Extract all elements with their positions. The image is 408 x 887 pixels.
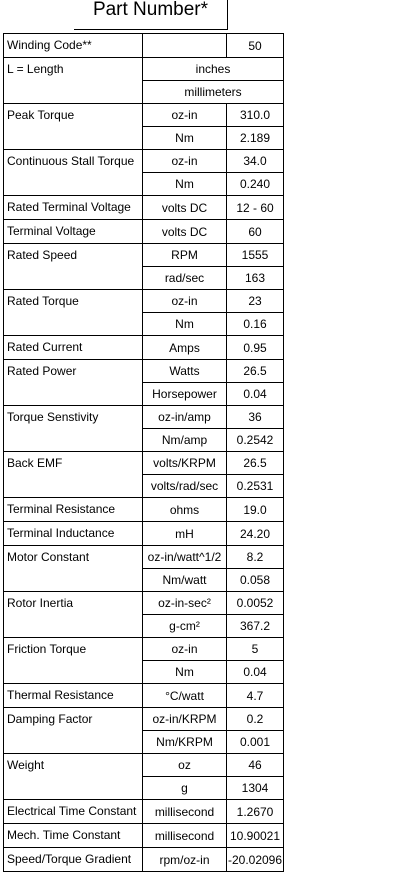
unit-cell: Horsepower — [143, 383, 227, 406]
value-cell: 8.2 — [227, 546, 284, 569]
param-label: Rated Torque — [4, 290, 143, 336]
param-label: Thermal Resistance — [4, 684, 143, 708]
param-label: Terminal Inductance — [4, 522, 143, 546]
unit-cell: millimeters — [143, 81, 284, 104]
unit-cell — [143, 34, 227, 58]
table-row — [4, 522, 284, 546]
unit-cell: oz-in — [143, 290, 227, 313]
value-cell: 0.04 — [227, 383, 284, 406]
param-label: Terminal Resistance — [4, 498, 143, 522]
param-label: Rated Terminal Voltage — [4, 196, 143, 220]
unit-cell: Nm/watt — [143, 569, 227, 592]
unit-cell: Nm/amp — [143, 429, 227, 452]
table-row — [4, 800, 284, 824]
unit-cell: mH — [143, 522, 227, 546]
value-cell: 1304 — [227, 777, 284, 800]
value-cell: 310.0 — [227, 104, 284, 127]
value-cell: 24.20 — [227, 522, 284, 546]
param-label: Damping Factor — [4, 708, 143, 754]
unit-cell: rpm/oz-in — [143, 848, 227, 872]
table-row — [4, 220, 284, 244]
table-row — [4, 34, 284, 58]
param-label: Winding Code** — [4, 34, 143, 58]
unit-cell: oz-in — [143, 104, 227, 127]
value-cell: 0.16 — [227, 313, 284, 336]
param-label: Motor Constant — [4, 546, 143, 592]
value-cell: 2.189 — [227, 127, 284, 150]
unit-cell: volts/rad/sec — [143, 475, 227, 498]
value-cell: 5 — [227, 638, 284, 661]
value-cell: 0.058 — [227, 569, 284, 592]
unit-cell: volts DC — [143, 196, 227, 220]
table-row — [4, 336, 284, 360]
value-cell: 60 — [227, 220, 284, 244]
value-cell: 1555 — [227, 244, 284, 267]
value-cell: 0.0052 — [227, 592, 284, 615]
value-cell: 0.95 — [227, 336, 284, 360]
table-row — [4, 638, 284, 661]
table-row — [4, 592, 284, 615]
param-label: Speed/Torque Gradient — [4, 848, 143, 872]
param-label: Peak Torque — [4, 104, 143, 150]
unit-cell: volts/KRPM — [143, 452, 227, 475]
param-label: Mech. Time Constant — [4, 824, 143, 848]
unit-cell: rad/sec — [143, 267, 227, 290]
unit-cell: oz-in — [143, 638, 227, 661]
table-row — [4, 196, 284, 220]
table-row — [4, 708, 284, 731]
table-row — [4, 150, 284, 173]
param-label: Rated Current — [4, 336, 143, 360]
unit-cell: Watts — [143, 360, 227, 383]
table-row — [4, 452, 284, 475]
table-row — [4, 360, 284, 383]
unit-cell: g-cm² — [143, 615, 227, 638]
param-label: Electrical Time Constant — [4, 800, 143, 824]
table-row — [4, 824, 284, 848]
unit-cell: inches — [143, 58, 284, 81]
unit-cell: °C/watt — [143, 684, 227, 708]
table-row — [4, 290, 284, 313]
value-cell: 0.2 — [227, 708, 284, 731]
param-label: Continuous Stall Torque — [4, 150, 143, 196]
param-label: Weight — [4, 754, 143, 800]
value-cell: 34.0 — [227, 150, 284, 173]
unit-cell: Nm — [143, 661, 227, 684]
unit-cell: oz — [143, 754, 227, 777]
unit-cell: oz-in/amp — [143, 406, 227, 429]
value-cell: 46 — [227, 754, 284, 777]
unit-cell: millisecond — [143, 800, 227, 824]
unit-cell: oz-in — [143, 150, 227, 173]
unit-cell: millisecond — [143, 824, 227, 848]
unit-cell: Nm — [143, 127, 227, 150]
value-cell: 23 — [227, 290, 284, 313]
unit-cell: Nm — [143, 173, 227, 196]
value-cell: 19.0 — [227, 498, 284, 522]
value-cell: 0.2542 — [227, 429, 284, 452]
value-cell: 1.2670 — [227, 800, 284, 824]
unit-cell: volts DC — [143, 220, 227, 244]
table-row — [4, 58, 284, 81]
unit-cell: oz-in-sec² — [143, 592, 227, 615]
table-row — [4, 848, 284, 872]
unit-cell: RPM — [143, 244, 227, 267]
value-cell: 26.5 — [227, 452, 284, 475]
unit-cell: Nm — [143, 313, 227, 336]
value-cell: 4.7 — [227, 684, 284, 708]
value-cell: 0.2531 — [227, 475, 284, 498]
table-row — [4, 546, 284, 569]
unit-cell: g — [143, 777, 227, 800]
param-label: Torque Senstivity — [4, 406, 143, 452]
unit-cell: oz-in/watt^1/2 — [143, 546, 227, 569]
unit-cell: oz-in/KRPM — [143, 708, 227, 731]
value-cell: 367.2 — [227, 615, 284, 638]
table-row — [4, 498, 284, 522]
value-cell: 163 — [227, 267, 284, 290]
table-row — [4, 244, 284, 267]
param-label: Rated Speed — [4, 244, 143, 290]
value-cell: 36 — [227, 406, 284, 429]
param-label: Terminal Voltage — [4, 220, 143, 244]
part-number-title: Part Number* — [74, 0, 228, 30]
unit-cell: Amps — [143, 336, 227, 360]
table-row — [4, 754, 284, 777]
param-label: Friction Torque — [4, 638, 143, 684]
table-row — [4, 104, 284, 127]
table-row — [4, 406, 284, 429]
param-label: Rated Power — [4, 360, 143, 406]
param-label: Back EMF — [4, 452, 143, 498]
param-label: Rotor Inertia — [4, 592, 143, 638]
value-cell: 12 - 60 — [227, 196, 284, 220]
value-cell: 26.5 — [227, 360, 284, 383]
motor-spec-table — [3, 33, 284, 872]
unit-cell: ohms — [143, 498, 227, 522]
unit-cell: Nm/KRPM — [143, 731, 227, 754]
table-row — [4, 684, 284, 708]
value-cell: 0.001 — [227, 731, 284, 754]
value-cell: 50 — [227, 34, 284, 58]
value-cell: 0.04 — [227, 661, 284, 684]
value-cell: 0.240 — [227, 173, 284, 196]
value-cell: 10.90021 — [227, 824, 284, 848]
value-cell: -20.02096 — [227, 848, 284, 872]
param-label: L = Length — [4, 58, 143, 104]
